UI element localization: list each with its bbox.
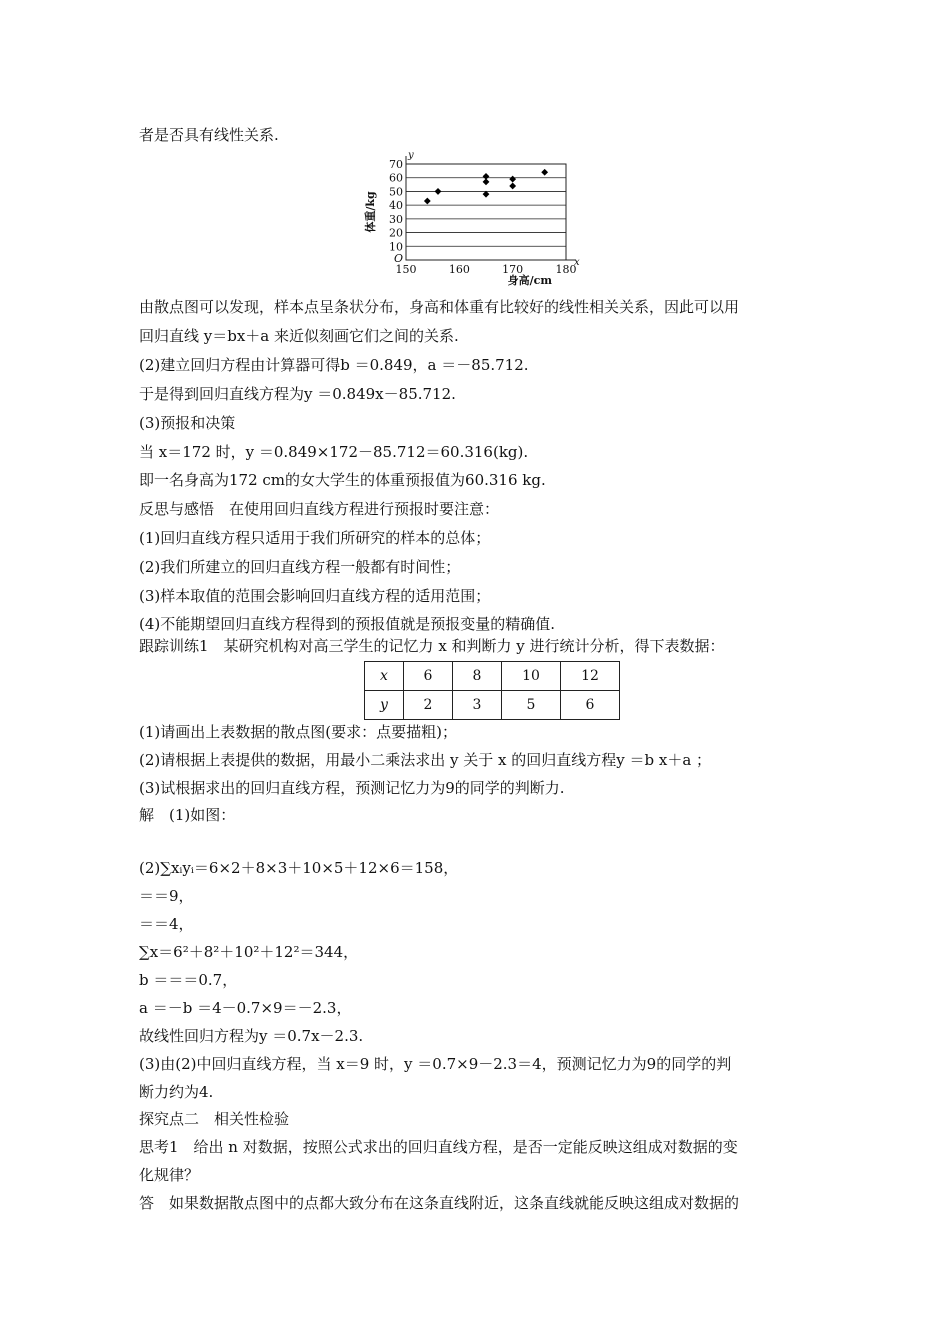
table-row [365,691,620,720]
data-table [364,661,620,720]
text-line-2: 由散点图可以发现，样本点呈条状分布，身高和体重有比较好的线性相关关系，因此可以用 [139,298,740,316]
text-line-21: ＝＝4， [139,915,194,933]
text-line-14: 跟踪训练1 某研究机构对高三学生的记忆力 x 和判断力 y 进行统计分析，得下表数据： [139,637,725,655]
text-line-16: (2)请根据上表提供的数据，用最小二乘法求出 y 关于 x 的回归直线方程y ＝b x＋a ； [139,751,712,769]
text-line-25: 故线性回归方程为y ＝0.7x－2.3. [139,1027,364,1045]
text-line-29: 化规律？ [139,1166,200,1184]
origin-label: O [394,252,404,265]
table-cell: 5 [502,691,561,720]
text-line-4: (2)建立回归方程由计算器可得b ＝0.849，a ＝－85.712. [139,356,529,374]
text-line-11: (2)我们所建立的回归直线方程一般都有时间性； [139,558,461,576]
x-axis-letter: x [574,257,580,268]
text-line-9: 反思与感悟 在使用回归直线方程进行预报时要注意： [139,500,500,518]
text-line-6: (3)预报和决策 [139,414,236,432]
x-tick-label: 180 [555,263,577,276]
text-line-28: 思考1 给出 n 对数据，按照公式求出的回归直线方程，是否一定能反映这组成对数据的变 [139,1138,738,1156]
table-cell: 3 [453,691,502,720]
text-line-15: (1)请画出上表数据的散点图(要求：点要描粗)； [139,723,457,741]
data-point [541,169,548,176]
y-tick-label: 10 [389,240,403,254]
data-point [424,198,431,205]
text-line-5: 于是得到回归直线方程为y ＝0.849x－85.712. [139,385,456,403]
y-tick-label: 70 [389,158,403,171]
y-tick-label: 40 [389,199,403,213]
data-point [509,183,516,190]
scatter-chart [362,150,602,292]
text-line-18: 解 (1)如图： [139,806,236,824]
y-axis-title: 体重/kg [364,191,377,233]
table-cell: x [365,662,404,691]
x-tick-label: 150 [395,263,417,276]
table-cell: y [365,691,404,720]
text-line-7: 当 x＝172 时，y ＝0.849×172－85.712＝60.316(kg). [139,443,529,461]
table-cell: 2 [404,691,453,720]
text-line-3: 回归直线 y＝bx＋a 来近似刻画它们之间的关系. [139,327,459,345]
section-heading: 探究点二 相关性检验 [139,1110,290,1128]
text-line-8: 即一名身高为172 cm的女大学生的体重预报值为60.316 kg. [139,471,546,489]
y-tick-label: 30 [389,212,403,226]
text-line-10: (1)回归直线方程只适用于我们所研究的样本的总体； [139,529,491,547]
x-tick-label: 160 [448,263,470,276]
text-line-27: 断力约为4. [139,1083,214,1101]
x-axis-title: 身高/cm [507,274,552,287]
text-line-26: (3)由(2)中回归直线方程，当 x＝9 时，y ＝0.7×9－2.3＝4，预测记忆力为9的同学的判 [139,1055,732,1073]
text-line-17: (3)试根据求出的回归直线方程，预测记忆力为9的同学的判断力. [139,779,565,797]
table-cell: 10 [502,662,561,691]
text-line-12: (3)样本取值的范围会影响回归直线方程的适用范围； [139,587,491,605]
x-tick-label: 170 [502,263,524,276]
text-line-19: (2)∑xᵢyᵢ＝6×2＋8×3＋10×5＋12×6＝158， [139,859,459,877]
text-line-24: a ＝－b ＝4－0.7×9＝－2.3， [139,999,352,1017]
table-row [365,662,620,691]
text-line-1: 者是否具有线性关系. [139,126,279,144]
data-point [509,176,516,183]
text-line-13: (4)不能期望回归直线方程得到的预报值就是预报变量的精确值. [139,615,556,633]
table-cell: 12 [561,662,620,691]
y-axis-letter: y [408,150,414,161]
y-tick-label: 20 [389,226,403,240]
table-cell: 6 [561,691,620,720]
y-tick-label: 60 [389,171,403,185]
text-line-23: b ＝＝＝0.7， [139,971,238,989]
y-tick-label: 50 [389,185,403,199]
data-point [483,173,490,180]
table-cell: 6 [404,662,453,691]
text-line-22: ∑x＝6²＋8²＋10²＋12²＝344， [139,943,359,961]
table-cell: 8 [453,662,502,691]
text-line-30: 答 如果数据散点图中的点都大致分布在这条直线附近，这条直线就能反映这组成对数据的 [139,1194,740,1212]
data-point [435,188,442,195]
text-line-20: ＝＝9， [139,887,194,905]
